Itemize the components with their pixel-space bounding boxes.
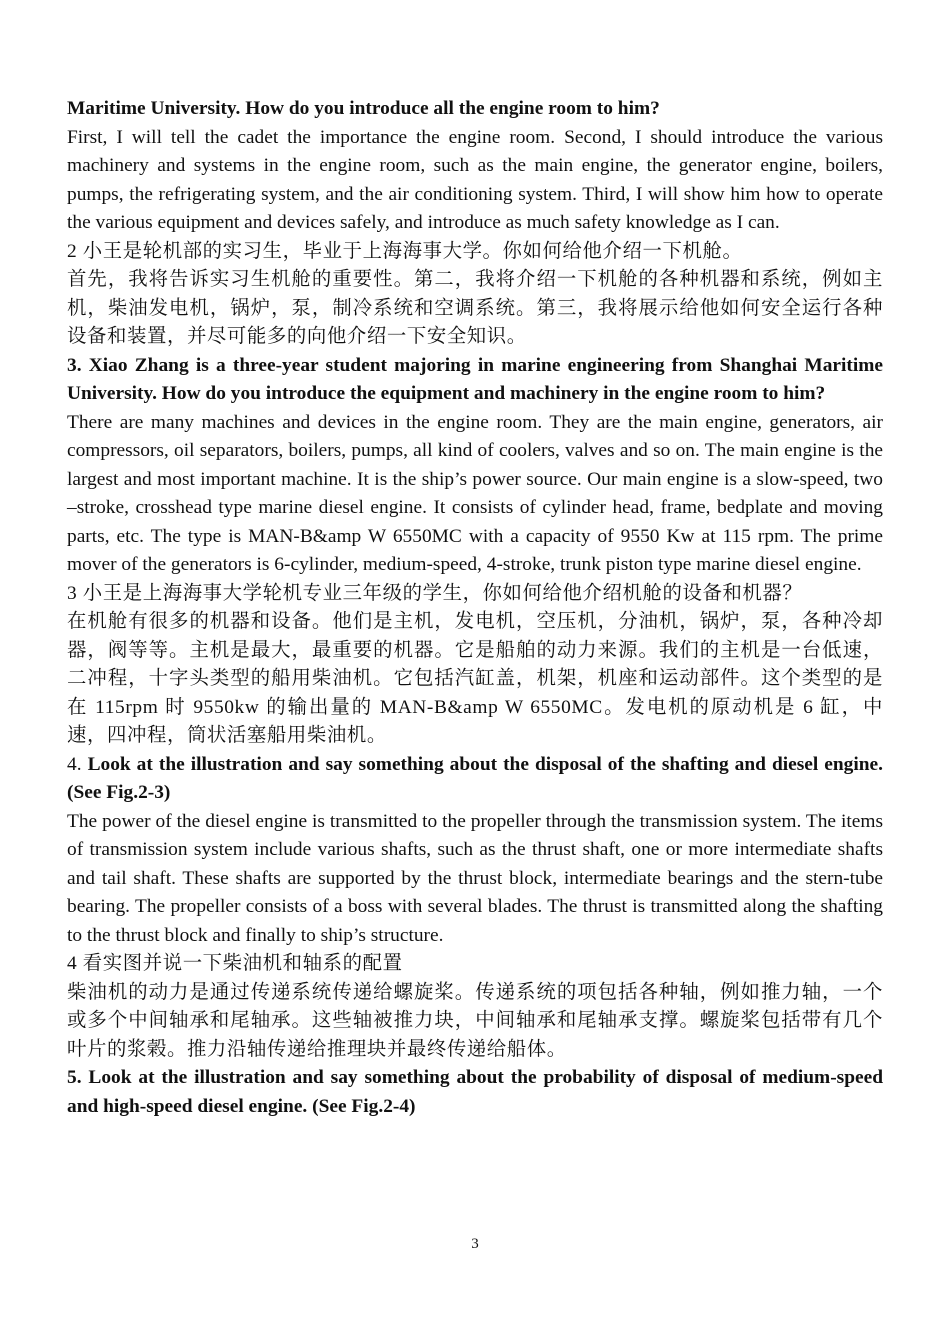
question-4-number: 4.	[67, 753, 88, 775]
answer-2-english: First, I will tell the cadet the importance the engine room. Second, I should introduce the various machinery and systems in the engine room, such as the main engine, the generator engine, boilers, pumps, the refrigerating system, and the air conditioning system. Third, I will show him how to operate the various equipment and devices safely, and introduce as much safety knowledge as I can.	[67, 126, 883, 233]
document-body	[67, 95, 883, 1121]
question-3-english: 3. Xiao Zhang is a three-year student majoring in marine engineering from Shanghai Maritime University. How do you introduce the equipment and machinery in the engine room to him?	[67, 354, 883, 404]
question-4-chinese: 4 看实图并说一下柴油机和轴系的配置	[67, 953, 403, 974]
question-4-text: Look at the illustration and say something about the disposal of the shafting and diesel engine. (See Fig.2-3)	[67, 753, 883, 803]
question-4-english	[67, 751, 883, 808]
page-number: 3	[471, 1236, 479, 1252]
answer-3-english: There are many machines and devices in the engine room. They are the main engine, generators, air compressors, oil separators, boilers, pumps, all kind of coolers, valves and so on. The main engine is the largest and most important machine. It is the ship’s power source. Our main engine is a slow-speed, two –stroke, crosshead type marine diesel engine. It consists of cylinder head, frame, bedplate and moving parts, etc. The type is MAN-B&amp W 6550MC with a capacity of 9550 Kw at 115 rpm. The prime mover of the generators is 6-cylinder, medium-speed, 4-stroke, trunk piston type marine diesel engine.	[67, 411, 883, 575]
answer-2-chinese: 首先，我将告诉实习生机舱的重要性。第二，我将介绍一下机舱的各种机器和系统，例如主机，柴油发电机，锅炉，泵，制冷系统和空调系统。第三，我将展示给他如何安全运行各种设备和装置，并尽可能多的向他介绍一下安全知识。	[67, 269, 883, 347]
question-2-continued: Maritime University. How do you introduce all the engine room to him?	[67, 98, 660, 119]
question-5-english: 5. Look at the illustration and say something about the probability of disposal of medium-speed and high-speed diesel engine. (See Fig.2-4)	[67, 1067, 883, 1117]
question-3-chinese: 3 小王是上海海事大学轮机专业三年级的学生，你如何给他介绍机舱的设备和机器？	[67, 582, 803, 604]
question-2-chinese: 2 小王是轮机部的实习生，毕业于上海海事大学。你如何给他介绍一下机舱。	[67, 240, 743, 262]
answer-3-chinese: 在机舱有很多的机器和设备。他们是主机，发电机，空压机，分油机，锅炉，泵，各种冷却器，阀等等。主机是最大，最重要的机器。它是船舶的动力来源。我们的主机是一台低速，二冲程，十字头类型的船用柴油机。它包括汽缸盖，机架，机座和运动部件。这个类型的是在 115rpm 时 9550kw 的输出量的 MAN-B&amp W 6550MC。发电机的原动机是 6 缸，中速，四冲程，筒状活塞船用柴油机。	[67, 611, 883, 746]
answer-4-english: The power of the diesel engine is transmitted to the propeller through the transmission system. The items of transmission system include various shafts, such as the thrust shaft, one or more intermediate shafts and tail shaft. These shafts are supported by the thrust block, intermediate bearings and the stern-tube bearing. The propeller consists of a boss with several blades. The thrust is transmitted along the shafting to the thrust block and finally to ship’s structure.	[67, 810, 883, 946]
answer-4-chinese: 柴油机的动力是通过传递系统传递给螺旋桨。传递系统的项包括各种轴，例如推力轴，一个或多个中间轴承和尾轴承。这些轴被推力块，中间轴承和尾轴承支撑。螺旋桨包括带有几个叶片的浆榖。推力沿轴传递给推理块并最终传递给船体。	[67, 981, 883, 1060]
